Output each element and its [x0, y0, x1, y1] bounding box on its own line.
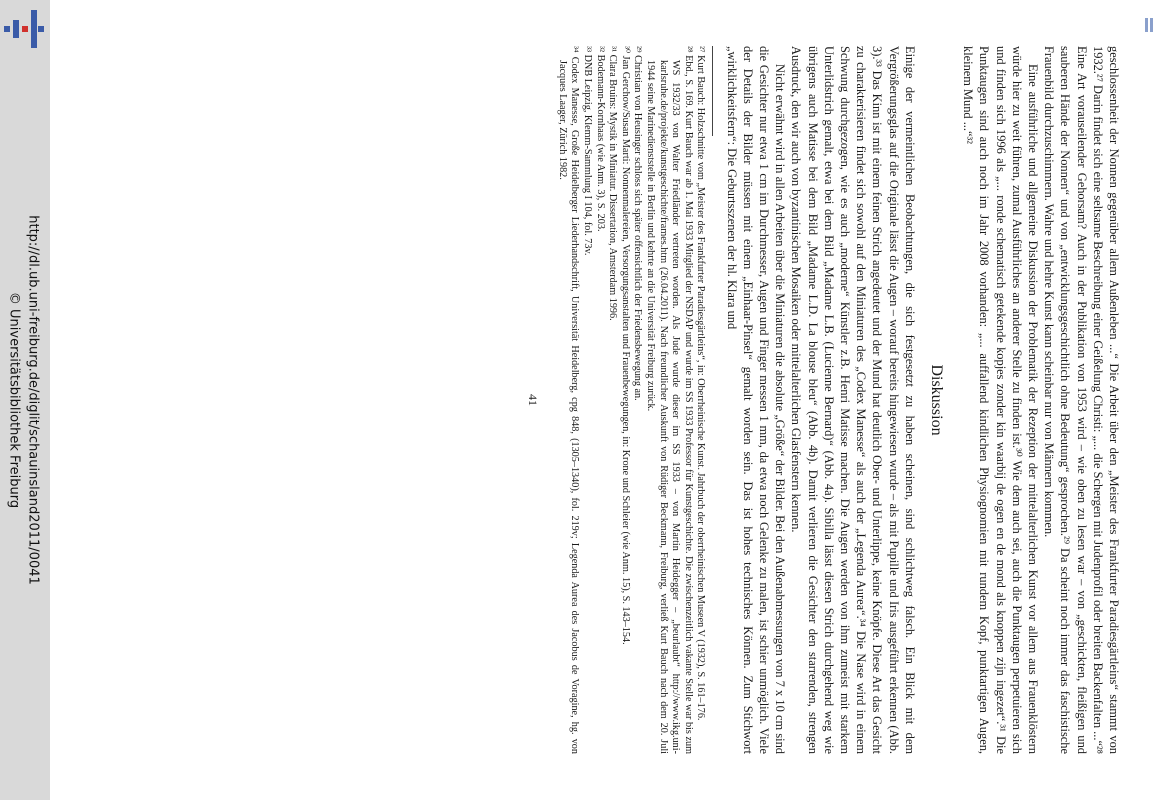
footnote: ³⁰ Jan Gerchow/Susan Marti: Nonnenmalereien, Versorgungsanstalten und Frauenbewegungen, in: Krone und Schleier (wie Anm. 15), S. 143–154.: [619, 46, 631, 645]
section-heading: Diskussion: [927, 364, 945, 436]
source-url[interactable]: http://dl.ub.uni-freiburg.de/diglit/schauinsland2011/0041: [25, 215, 41, 585]
footnote: ³⁴ Codex Manesse, Große Heidelberger Liederhandschrift, Universität Heidelberg, cpg 848, (1305–1340), fol. 219v; Legenda Aurea des Jacobus de Voragine, hg. von Jacques Laager, Zürich 1982.: [556, 46, 580, 754]
body-paragraph: Einige der vermeintlichen Beobachtungen, die sich festgesetzt zu haben scheinen, sind schlichtweg falsch. Ein Blick mit dem Vergrößerungsglas auf die Originale lässt die Augen – worauf bereits hingewiesen wurde – als mit Pupille und Iris ausgeführt erkennen (Abb. 3).³³ Das Kinn ist mit einem feinen Strich angedeutet und der Mund hat deutlich Ober- und Unterlippe, keine Knöpfe. Diese Art das Gesicht zu charakterisieren findet sich sowohl auf den Miniaturen des „Codex Manesse“ als auch der „Legenda Aurea“.³⁴ Die Nase wird in einem Schwung durchgezogen, wie es auch „moderne“ Künstler z.B. Henri Matisse machen. Die Augen werden von ihm zumeist mit starkem Unterlidstrich gemalt, etwa bei dem Bild „Madame L.B. (Lucienne Bernard)“ (Abb. 4a). Sibilla lässt diesen Strich durchgehend weg wie übrigens auch Matisse bei dem Bild „Madame L.D. La blouse bleu“ (Abb. 4b). Damit verlieren die Gesichter den starrenden, strengen Ausdruck, den wir auch von byzantinischen Mosaiken oder mittelalterlichen Glasfenstern kennen.: [788, 46, 917, 754]
body-paragraph: geschlossenheit der Nonnen gegenüber allem Außenleben ...“ Die Arbeit über den „Meister des Frankfurter Paradiesgärtleins“ stammt von 1932.²⁷ Darin findet sich eine seltsame Beschreibung einer Geißelung Christi: „... die Schergen mit Judenprofil oder breiten Backenfalten ...“²⁸ Eine Art vorauseilender Gehorsam? Auch in der Publikation von 1953 wird – wie oben zu lesen war – von „geschickten, fleißigen und sauberen Hände der Nonnen“ und von „entwicklungsgeschichtlich ohne Bedeutung“ gesprochen.²⁹ Da scheint noch immer das faschistische Frauenbild durchzuschimmern. Wahre und hehre Kunst kann scheinbar nur von Männern kommen.: [1041, 46, 1121, 754]
footnote: ³² Bodemann-Kornhaas (wie Anm. 3), S. 203.: [594, 46, 606, 232]
footnote: ²⁷ Kurt Bauch: Holzschnitte vom „Meister des Frankfurter Paradiesgärtleins“, in: Oberrheinische Kunst. Jahrbuch der oberrheinischen Museen V (1932), S. 161–176.: [694, 46, 706, 721]
copyright-notice: © Universitätsbibliothek Freiburg: [6, 291, 22, 509]
body-paragraph: Nicht erwähnt wird in allen Arbeiten über die Miniaturen die absolute „Größe“ der Bilder. Bei den Außenabmessungen von 7 x 10 cm sind die Gesichter nur etwa 1 cm im Durchmesser, Augen und Finger messen 1 mm, da etwa noch Gelenke zu malen, ist schier unmöglich. Viele der Details der Bilder müssen mit einem „Einhaar-Pinsel“ gemalt worden sein. Das ist hohes technisches Können. Zum Stichwort „wirklichkeitsfern“: Die Geburtsszenen der hl. Klara und: [724, 46, 787, 754]
footnote: ²⁸ Ebd., S. 169. Kurt Bauch war ab 1. Mai 1933 Mitglied der NSDAP und wurde im SS 1933 Professor für Kunstgeschichte. Die zwischenzeitlich vakante Stelle war bis zum WS 1932/33 von Walter Friedländer vertreten worden. Als Jude wurde dieser im SS 1933 – von Martin Heidegger – „beurlaubt“ http://www.ikg.uni-karlsruhe.de/projekte/kunstgeschichte/frames.htm (26.04.2011). Nach freundlicher Auskunft von Rüdiger Beckmann, Freiburg, verließ Kurt Bauch nach dem 20. Juli 1944 seine Marinedienststelle in Berlin und kehrte an die Universität Freiburg zurück.: [644, 46, 694, 754]
page-number: 41: [525, 394, 540, 406]
page-edge-mark-icon: [1145, 18, 1153, 32]
page-viewport: [60, 0, 1159, 800]
footnote: ³³ DNB Leipzig, Klemm-Sammlung I 104, fol. 73v.: [581, 46, 593, 256]
viewer-sidebar: [0, 0, 50, 800]
scanned-page: [90, 20, 1130, 780]
body-paragraph: Eine ausführliche und allgemeine Diskussion der Problematik der Rezeption der mittelalterlichen Kunst vor allem aus Frauenklöstern würde hier zu weit führen, zumal Ausführliches an anderer Stelle zu finden ist.³⁰ Wie dem auch sei, auch die Punktaugen perpetuieren sich und finden sich 1996 als „... ronde schematisch getekende kopjes zonder kin waarbij de ogen en de mond als knoppen zijn ingezet“.³¹ Die Punktaugen sind auch noch im Jahr 2008 vorhanden: „... auffallend kindlichen Physiognomien mit rundem Kopf, punktartigen Augen, kleinem Mund ...“³²: [960, 46, 1040, 754]
footnote: ³¹ Clara Bruins: Mystik in Miniatur. Dissertation, Amsterdam 1996.: [606, 46, 618, 321]
footnote: ²⁹ Christian von Heusinger schloss sich später offensichtlich der Friedensbewegung an.: [631, 46, 643, 401]
footnote-separator: [712, 46, 713, 136]
university-library-logo-icon[interactable]: [4, 6, 44, 52]
